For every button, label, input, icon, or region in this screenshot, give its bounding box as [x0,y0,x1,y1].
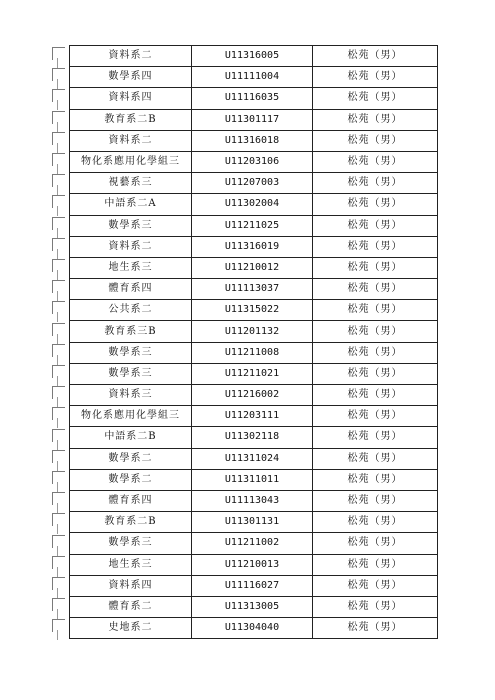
student-id-cell: U11302004 [192,194,313,215]
student-id-cell: U11211021 [192,363,313,384]
roster-table-body [70,46,438,639]
table-row [70,427,438,448]
margin-corner-mark [52,47,65,60]
department-cell: 體育系四 [70,279,192,300]
margin-corner-mark [52,259,65,272]
margin-tick-mark [57,312,58,322]
student-id-cell: U11316005 [192,46,313,67]
table-row [70,448,438,469]
department-cell: 地生系三 [70,554,192,575]
dormitory-cell: 松苑（男） [313,194,438,215]
dormitory-cell: 松苑（男） [313,46,438,67]
table-row [70,236,438,257]
department-cell: 數學系三 [70,533,192,554]
table-row [70,173,438,194]
margin-tick-mark [57,185,58,195]
margin-corner-mark [52,195,65,208]
table-row [70,618,438,639]
margin-corner-mark [52,365,65,378]
margin-corner-mark [52,577,65,590]
dormitory-cell: 松苑（男） [313,321,438,342]
dormitory-cell: 松苑（男） [313,448,438,469]
student-id-cell: U11302118 [192,427,313,448]
margin-tick-mark [57,206,58,216]
dormitory-cell: 松苑（男） [313,342,438,363]
dormitory-cell: 松苑（男） [313,490,438,511]
margin-tick-mark [57,567,58,577]
margin-corner-mark [52,68,65,81]
table-row [70,88,438,109]
margin-tick-mark [57,143,58,153]
table-row [70,151,438,172]
margin-corner-mark [52,407,65,420]
dormitory-cell: 松苑（男） [313,67,438,88]
margin-corner-mark [52,535,65,548]
margin-corner-mark [52,471,65,484]
department-cell: 教育系二B [70,109,192,130]
margin-tick-mark [57,58,58,68]
table-row [70,385,438,406]
department-cell: 地生系三 [70,257,192,278]
table-row [70,575,438,596]
department-cell: 體育系四 [70,490,192,511]
dormitory-cell: 松苑（男） [313,236,438,257]
dormitory-cell: 松苑（男） [313,533,438,554]
margin-corner-mark [52,280,65,293]
margin-tick-mark [57,376,58,386]
margin-corner-mark [52,132,65,145]
dormitory-cell: 松苑（男） [313,554,438,575]
department-cell: 資料系二 [70,46,192,67]
margin-tick-mark [57,440,58,450]
table-row [70,130,438,151]
margin-tick-mark [57,122,58,132]
department-cell: 中語系二B [70,427,192,448]
department-cell: 數學系三 [70,363,192,384]
table-row [70,215,438,236]
dormitory-cell: 松苑（男） [313,385,438,406]
margin-corner-mark [52,619,65,632]
student-id-cell: U11315022 [192,300,313,321]
student-id-cell: U11211002 [192,533,313,554]
margin-tick-mark [57,334,58,344]
margin-corner-mark [52,386,65,399]
student-id-cell: U11316018 [192,130,313,151]
department-cell: 物化系應用化學組三 [70,151,192,172]
table-row [70,512,438,533]
margin-tick-mark [57,291,58,301]
student-id-cell: U11203111 [192,406,313,427]
margin-corner-mark [52,429,65,442]
margin-tick-mark [57,609,58,619]
margin-tick-mark [57,270,58,280]
dormitory-cell: 松苑（男） [313,618,438,639]
margin-corner-mark [52,513,65,526]
dormitory-cell: 松苑（男） [313,596,438,617]
student-id-cell: U11311011 [192,469,313,490]
student-id-cell: U11211008 [192,342,313,363]
margin-corner-mark [52,301,65,314]
table-row [70,554,438,575]
student-id-cell: U11201132 [192,321,313,342]
table-row [70,279,438,300]
dormitory-cell: 松苑（男） [313,512,438,533]
margin-tick-mark [57,355,58,365]
dormitory-cell: 松苑（男） [313,130,438,151]
dormitory-cell: 松苑（男） [313,88,438,109]
student-id-cell: U11113043 [192,490,313,511]
margin-corner-mark [52,174,65,187]
margin-corner-mark [52,598,65,611]
student-id-cell: U11301117 [192,109,313,130]
dormitory-cell: 松苑（男） [313,151,438,172]
student-id-cell: U11203106 [192,151,313,172]
department-cell: 數學系三 [70,215,192,236]
student-id-cell: U11304040 [192,618,313,639]
margin-tick-mark [57,164,58,174]
dormitory-cell: 松苑（男） [313,427,438,448]
dormitory-cell: 松苑（男） [313,363,438,384]
table-row [70,533,438,554]
department-cell: 教育系三B [70,321,192,342]
department-cell: 資料系四 [70,88,192,109]
margin-corner-mark [52,450,65,463]
margin-corner-mark [52,556,65,569]
department-cell: 數學系四 [70,67,192,88]
table-row [70,109,438,130]
dormitory-cell: 松苑（男） [313,279,438,300]
margin-tick-mark [57,546,58,556]
dormitory-cell: 松苑（男） [313,300,438,321]
margin-corner-mark [52,111,65,124]
margin-tick-mark [57,588,58,598]
department-cell: 物化系應用化學組三 [70,406,192,427]
dormitory-cell: 松苑（男） [313,257,438,278]
margin-tick-mark [57,482,58,492]
margin-tick-mark [57,79,58,89]
student-id-cell: U11113037 [192,279,313,300]
student-id-cell: U11313005 [192,596,313,617]
table-row [70,469,438,490]
binding-margin-marks [52,44,68,644]
department-cell: 公共系二 [70,300,192,321]
dormitory-cell: 松苑（男） [313,406,438,427]
department-cell: 數學系二 [70,469,192,490]
margin-corner-mark [52,238,65,251]
margin-tick-mark [57,524,58,534]
margin-tick-mark [57,228,58,238]
margin-corner-mark [52,323,65,336]
department-cell: 資料系二 [70,236,192,257]
table-row [70,363,438,384]
margin-tick-mark [57,630,58,640]
dormitory-cell: 松苑（男） [313,109,438,130]
student-id-cell: U11207003 [192,173,313,194]
student-id-cell: U11311024 [192,448,313,469]
student-id-cell: U11210013 [192,554,313,575]
margin-corner-mark [52,492,65,505]
margin-tick-mark [57,249,58,259]
table-row [70,257,438,278]
department-cell: 資料系三 [70,385,192,406]
table-row [70,321,438,342]
dormitory-cell: 松苑（男） [313,215,438,236]
dormitory-cell: 松苑（男） [313,575,438,596]
table-row [70,300,438,321]
department-cell: 資料系二 [70,130,192,151]
department-cell: 史地系二 [70,618,192,639]
margin-tick-mark [57,100,58,110]
student-id-cell: U11301131 [192,512,313,533]
department-cell: 體育系二 [70,596,192,617]
student-id-cell: U11111004 [192,67,313,88]
department-cell: 中語系二A [70,194,192,215]
table-row [70,46,438,67]
dormitory-cell: 松苑（男） [313,173,438,194]
margin-corner-mark [52,217,65,230]
student-id-cell: U11116027 [192,575,313,596]
table-row [70,67,438,88]
margin-tick-mark [57,418,58,428]
margin-corner-mark [52,153,65,166]
margin-tick-mark [57,503,58,513]
department-cell: 資料系四 [70,575,192,596]
table-row [70,596,438,617]
dormitory-cell: 松苑（男） [313,469,438,490]
student-id-cell: U11211025 [192,215,313,236]
margin-tick-mark [57,461,58,471]
department-cell: 數學系三 [70,342,192,363]
margin-corner-mark [52,89,65,102]
table-row [70,194,438,215]
margin-tick-mark [57,397,58,407]
student-id-cell: U11116035 [192,88,313,109]
table-row [70,490,438,511]
dormitory-roster-table [69,45,438,639]
student-id-cell: U11216002 [192,385,313,406]
student-id-cell: U11210012 [192,257,313,278]
department-cell: 視藝系三 [70,173,192,194]
table-row [70,406,438,427]
table-row [70,342,438,363]
student-id-cell: U11316019 [192,236,313,257]
margin-corner-mark [52,344,65,357]
department-cell: 數學系二 [70,448,192,469]
department-cell: 教育系二B [70,512,192,533]
